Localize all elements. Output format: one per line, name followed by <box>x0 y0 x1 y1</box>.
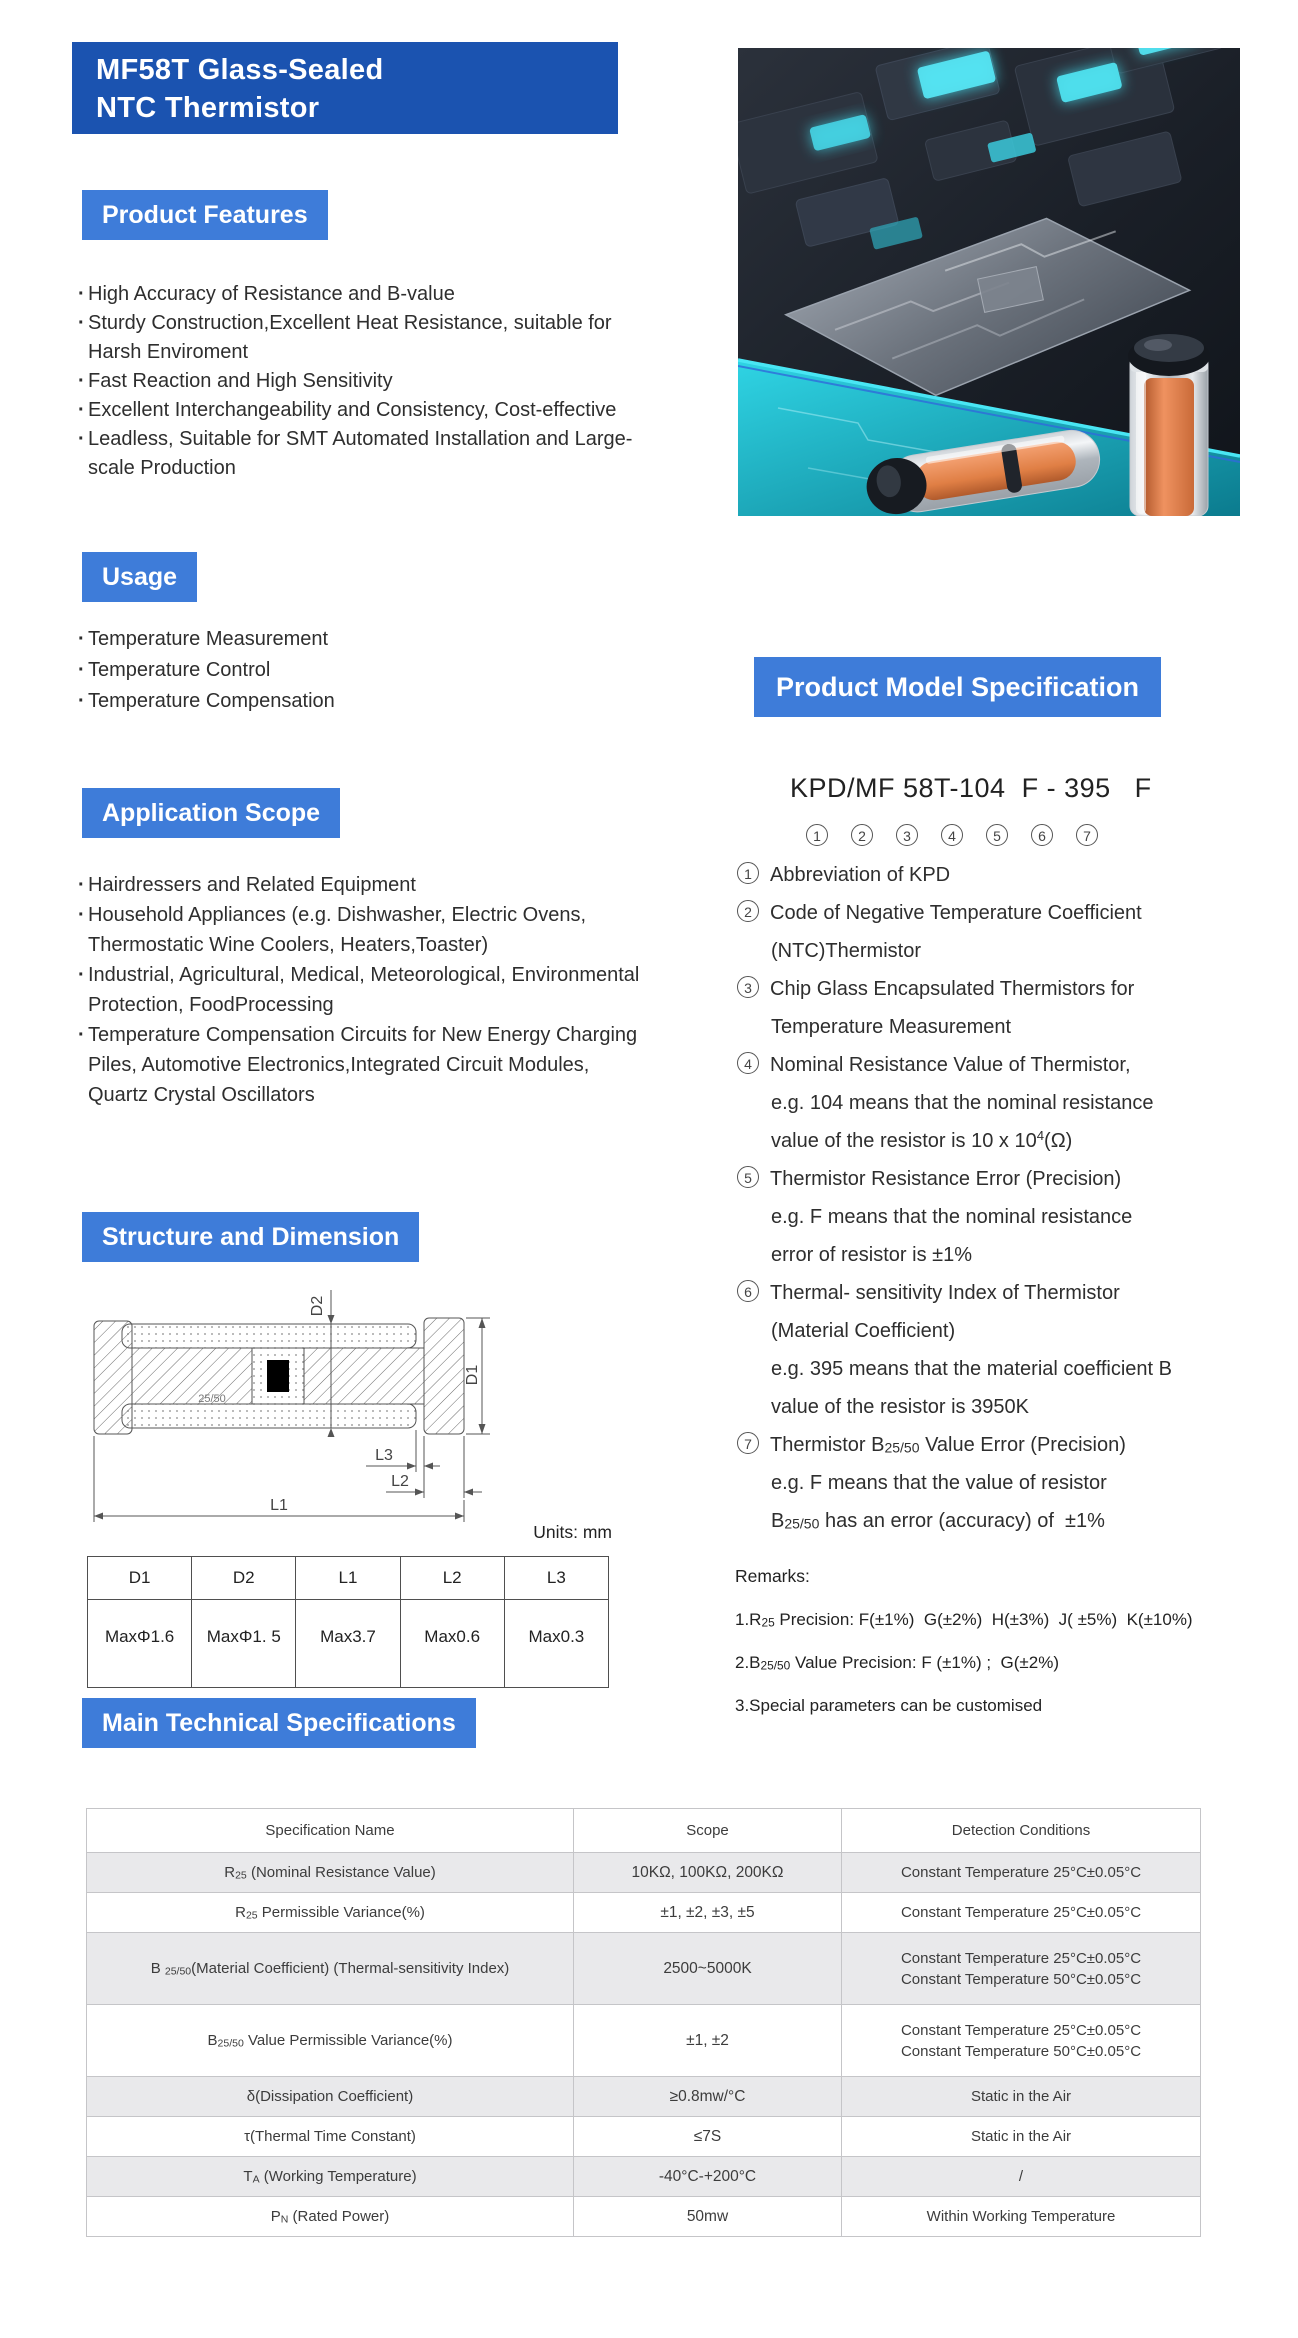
feature-item: · Fast Reaction and High Sensitivity <box>76 367 651 396</box>
spec-header-cell: Scope <box>574 1809 842 1853</box>
model-item-text: Temperature Measurement <box>771 1016 1012 1038</box>
spec-row <box>87 1853 1201 1893</box>
dim-header-cell: L2 <box>400 1557 504 1600</box>
model-item-text: $B_{25/50}$ has an error (accuracy) of ±1% <box>771 1510 1105 1532</box>
detection-line: Static in the Air <box>970 2088 1072 2105</box>
feature-item: · Leadless, Suitable for SMT Automated Installation and Large-scale Production <box>76 425 651 483</box>
spec-row <box>87 1933 1201 2005</box>
spec-header-cell: Specification Name <box>87 1809 574 1853</box>
spec-scope-cell: 10KΩ, 100KΩ, 200KΩ <box>574 1853 842 1893</box>
model-item-number: 1 <box>737 862 759 884</box>
spec-detection-cell <box>842 2157 1201 2197</box>
page-title <box>72 42 618 134</box>
feature-item: · Excellent Interchangeability and Consistency, Cost-effective <box>76 396 651 425</box>
model-spec-item-line <box>737 1160 1172 1198</box>
model-item-text: e.g. 104 means that the nominal resistance <box>771 1092 1154 1114</box>
detection-line: / <box>1018 2168 1024 2185</box>
circled-digit: 4 <box>941 824 963 846</box>
model-item-text: Thermistor $B_{25/50}$ Value Error (Precision) <box>770 1434 1126 1456</box>
spec-row <box>87 1893 1201 1933</box>
model-code-legend <box>737 856 1172 1540</box>
model-spec-item-line <box>737 1426 1172 1464</box>
section-header-model-specification: Product Model Specification <box>754 657 1161 717</box>
detection-line: Static in the Air <box>970 2128 1072 2145</box>
spec-row <box>87 2077 1201 2117</box>
model-item-text: Chip Glass Encapsulated Thermistors for <box>770 978 1135 1000</box>
circled-digit: 2 <box>851 824 873 846</box>
d2-label: D2 <box>309 1295 326 1317</box>
model-item-text: (Material Coefficient) <box>771 1320 956 1342</box>
model-spec-item-line <box>737 1008 1172 1046</box>
units-label: Units: mm <box>533 1522 612 1542</box>
remarks-list <box>735 1598 1193 1727</box>
model-item-number: 7 <box>737 1432 759 1454</box>
electrode-left <box>132 1348 252 1404</box>
remark-line: 3.Special parameters can be customised <box>735 1696 1043 1715</box>
detection-line: Constant Temperature 50°C±0.05°C <box>900 1970 1142 1988</box>
model-item-number: 5 <box>737 1166 759 1188</box>
feature-item: · Sturdy Construction,Excellent Heat Resistance, suitable for Harsh Enviroment <box>76 309 651 367</box>
model-spec-item-line <box>737 1236 1172 1274</box>
dim-table-header-row <box>88 1557 609 1600</box>
spec-header-cell: Detection Conditions <box>842 1809 1201 1853</box>
remark-line: $2.B_{25/50}$ Value Precision: F (±1%) ; G(±2%) <box>735 1653 1059 1673</box>
model-item-text: (NTC)Thermistor <box>771 940 921 962</box>
glass-body-top <box>122 1324 416 1348</box>
thermistor-standing <box>1128 334 1210 516</box>
model-item-text: e.g. 395 means that the material coefficient B <box>771 1358 1172 1380</box>
model-spec-item-line <box>737 932 1172 970</box>
spec-detection-cell <box>842 2077 1201 2117</box>
spec-detection-cell <box>842 1933 1201 2005</box>
detection-line: Within Working Temperature <box>926 2208 1116 2225</box>
model-item-text: error of resistor is ±1% <box>771 1244 973 1266</box>
model-spec-item-line <box>737 1312 1172 1350</box>
spec-row <box>87 2197 1201 2237</box>
circled-digit: 7 <box>1076 824 1098 846</box>
spec-name-cell: $P_N$ (Rated Power) <box>87 2197 574 2237</box>
spec-name-cell: $T_A$ (Working Temperature) <box>87 2157 574 2197</box>
model-spec-item-line <box>737 1388 1172 1426</box>
dim-header-cell: L1 <box>296 1557 400 1600</box>
spec-scope-cell: ±1, ±2, ±3, ±5 <box>574 1893 842 1933</box>
remarks-heading: Remarks: <box>735 1566 810 1586</box>
model-spec-item-line <box>737 894 1172 932</box>
model-item-text: Thermistor Resistance Error (Precision) <box>770 1168 1122 1190</box>
product-features-list <box>76 280 651 483</box>
model-spec-item-line <box>737 1198 1172 1236</box>
spec-detection-cell <box>842 1853 1201 1893</box>
model-item-text: e.g. F means that the nominal resistance <box>771 1206 1133 1228</box>
spec-name-cell: $B_{25/50}$ Value Permissible Variance(%) <box>87 2005 574 2077</box>
application-scope-list <box>76 870 651 1110</box>
model-spec-item-line <box>737 856 1172 894</box>
remark-line: $1.R_{25}$ Precision: F(±1%) G(±2%) H(±3%) J( ±5%) K(±10%) <box>735 1610 1193 1630</box>
section-header-application-scope: Application Scope <box>82 788 340 838</box>
l2-label: L2 <box>391 1473 409 1490</box>
l3-label: L3 <box>375 1447 393 1464</box>
section-header-product-features: Product Features <box>82 190 328 240</box>
application-item: · Industrial, Agricultural, Medical, Meteorological, Environmental Protection, FoodProcessing <box>76 960 651 1020</box>
circled-digit: 3 <box>896 824 918 846</box>
spec-name-cell: $R_{25}$ (Nominal Resistance Value) <box>87 1853 574 1893</box>
ntc-chip <box>267 1360 289 1392</box>
spec-detection-cell <box>842 2117 1201 2157</box>
application-item: · Household Appliances (e.g. Dishwasher, Electric Ovens, Thermostatic Wine Coolers, Heaters,Toaster) <box>76 900 651 960</box>
model-spec-item-line <box>737 1084 1172 1122</box>
circled-digit: 5 <box>986 824 1008 846</box>
model-spec-item-line <box>737 1046 1172 1084</box>
spec-scope-cell: ±1, ±2 <box>574 2005 842 2077</box>
model-spec-item-line <box>737 1350 1172 1388</box>
dim-header-cell: L3 <box>504 1557 608 1600</box>
usage-list <box>76 624 651 717</box>
page-title-line1: MF58T Glass-Sealed <box>96 54 384 86</box>
l1-label: L1 <box>270 1497 288 1514</box>
model-item-text: value of the resistor is 3950K <box>771 1396 1029 1418</box>
spec-table-header-row <box>87 1809 1201 1853</box>
spec-detection-cell <box>842 2005 1201 2077</box>
detection-line: Constant Temperature 25°C±0.05°C <box>900 2021 1142 2039</box>
spec-name-cell: B $_{25/50}$(Material Coefficient) (Thermal-sensitivity Index) <box>87 1933 574 2005</box>
model-item-number: 4 <box>737 1052 759 1074</box>
specifications-table <box>86 1808 1201 2237</box>
dim-value-cell: MaxΦ1.6 <box>88 1600 192 1688</box>
dim-header-cell: D2 <box>192 1557 296 1600</box>
product-photo <box>738 48 1240 516</box>
application-item: · Temperature Compensation Circuits for New Energy Charging Piles, Automotive Electronics,Integrated Circuit Modules, Quartz Crystal Oscillators <box>76 1020 651 1110</box>
dim-table-value-row <box>88 1600 609 1688</box>
spec-name-cell: $R_{25}$ Permissible Variance(%) <box>87 1893 574 1933</box>
spec-scope-cell: ≥0.8mw/°C <box>574 2077 842 2117</box>
model-item-text: Nominal Resistance Value of Thermistor, <box>770 1054 1131 1076</box>
model-spec-item-line <box>737 970 1172 1008</box>
left-cap <box>94 1321 132 1434</box>
section-header-main-specifications: Main Technical Specifications <box>82 1698 476 1748</box>
usage-item: · Temperature Measurement <box>76 624 651 655</box>
dim-header-cell: D1 <box>88 1557 192 1600</box>
dimension-table <box>87 1556 609 1688</box>
model-item-number: 6 <box>737 1280 759 1302</box>
usage-item: · Temperature Control <box>76 655 651 686</box>
spec-scope-cell: 50mw <box>574 2197 842 2237</box>
model-item-text: value of the resistor is 10 x $10^4(\Omega)$ <box>771 1127 1073 1152</box>
page-title-line2: NTC Thermistor <box>96 92 320 124</box>
feature-item: · High Accuracy of Resistance and B-value <box>76 280 651 309</box>
model-item-text: Abbreviation of KPD <box>770 864 951 886</box>
model-code: KPD/MF 58T-104 F - 395 F <box>790 773 1152 803</box>
dim-value-cell: MaxΦ1. 5 <box>192 1600 296 1688</box>
spec-scope-cell: ≤7S <box>574 2117 842 2157</box>
model-spec-item-line <box>737 1122 1172 1160</box>
model-code-position-numbers <box>806 824 1098 846</box>
d1-label: D1 <box>464 1364 481 1386</box>
spec-row <box>87 2117 1201 2157</box>
section-header-structure-dimension: Structure and Dimension <box>82 1212 419 1262</box>
electrode-right <box>304 1348 424 1404</box>
application-item: · Hairdressers and Related Equipment <box>76 870 651 900</box>
spec-row <box>87 2157 1201 2197</box>
dim-value-cell: Max3.7 <box>296 1600 400 1688</box>
detection-line: Constant Temperature 25°C±0.05°C <box>900 1949 1142 1967</box>
core-marking-label: 25/50 <box>198 1393 226 1405</box>
spec-scope-cell: 2500~5000K <box>574 1933 842 2005</box>
detection-line: Constant Temperature 25°C±0.05°C <box>900 1864 1142 1881</box>
dim-value-cell: Max0.6 <box>400 1600 504 1688</box>
detection-line: Constant Temperature 25°C±0.05°C <box>900 1904 1142 1921</box>
dim-value-cell: Max0.3 <box>504 1600 608 1688</box>
model-item-text: Thermal- sensitivity Index of Thermistor <box>770 1282 1120 1304</box>
model-spec-item-line <box>737 1502 1172 1540</box>
model-spec-item-line <box>737 1464 1172 1502</box>
circled-digit: 1 <box>806 824 828 846</box>
spec-name-cell: τ(Thermal Time Constant) <box>87 2117 574 2157</box>
detection-line: Constant Temperature 50°C±0.05°C <box>900 2042 1142 2060</box>
spec-detection-cell <box>842 1893 1201 1933</box>
model-item-text: e.g. F means that the value of resistor <box>771 1472 1107 1494</box>
spec-detection-cell <box>842 2197 1201 2237</box>
model-item-number: 3 <box>737 976 759 998</box>
model-spec-item-line <box>737 1274 1172 1312</box>
spec-scope-cell: -40°C-+200°C <box>574 2157 842 2197</box>
spec-row <box>87 2005 1201 2077</box>
spec-name-cell: δ(Dissipation Coefficient) <box>87 2077 574 2117</box>
model-item-number: 2 <box>737 900 759 922</box>
thermistor-cross-section-drawing <box>84 1276 504 1532</box>
glass-body-bottom <box>122 1404 416 1428</box>
model-item-text: Code of Negative Temperature Coefficient <box>770 902 1142 924</box>
right-cap <box>424 1318 464 1434</box>
circled-digit: 6 <box>1031 824 1053 846</box>
section-header-usage: Usage <box>82 552 197 602</box>
usage-item: · Temperature Compensation <box>76 686 651 717</box>
